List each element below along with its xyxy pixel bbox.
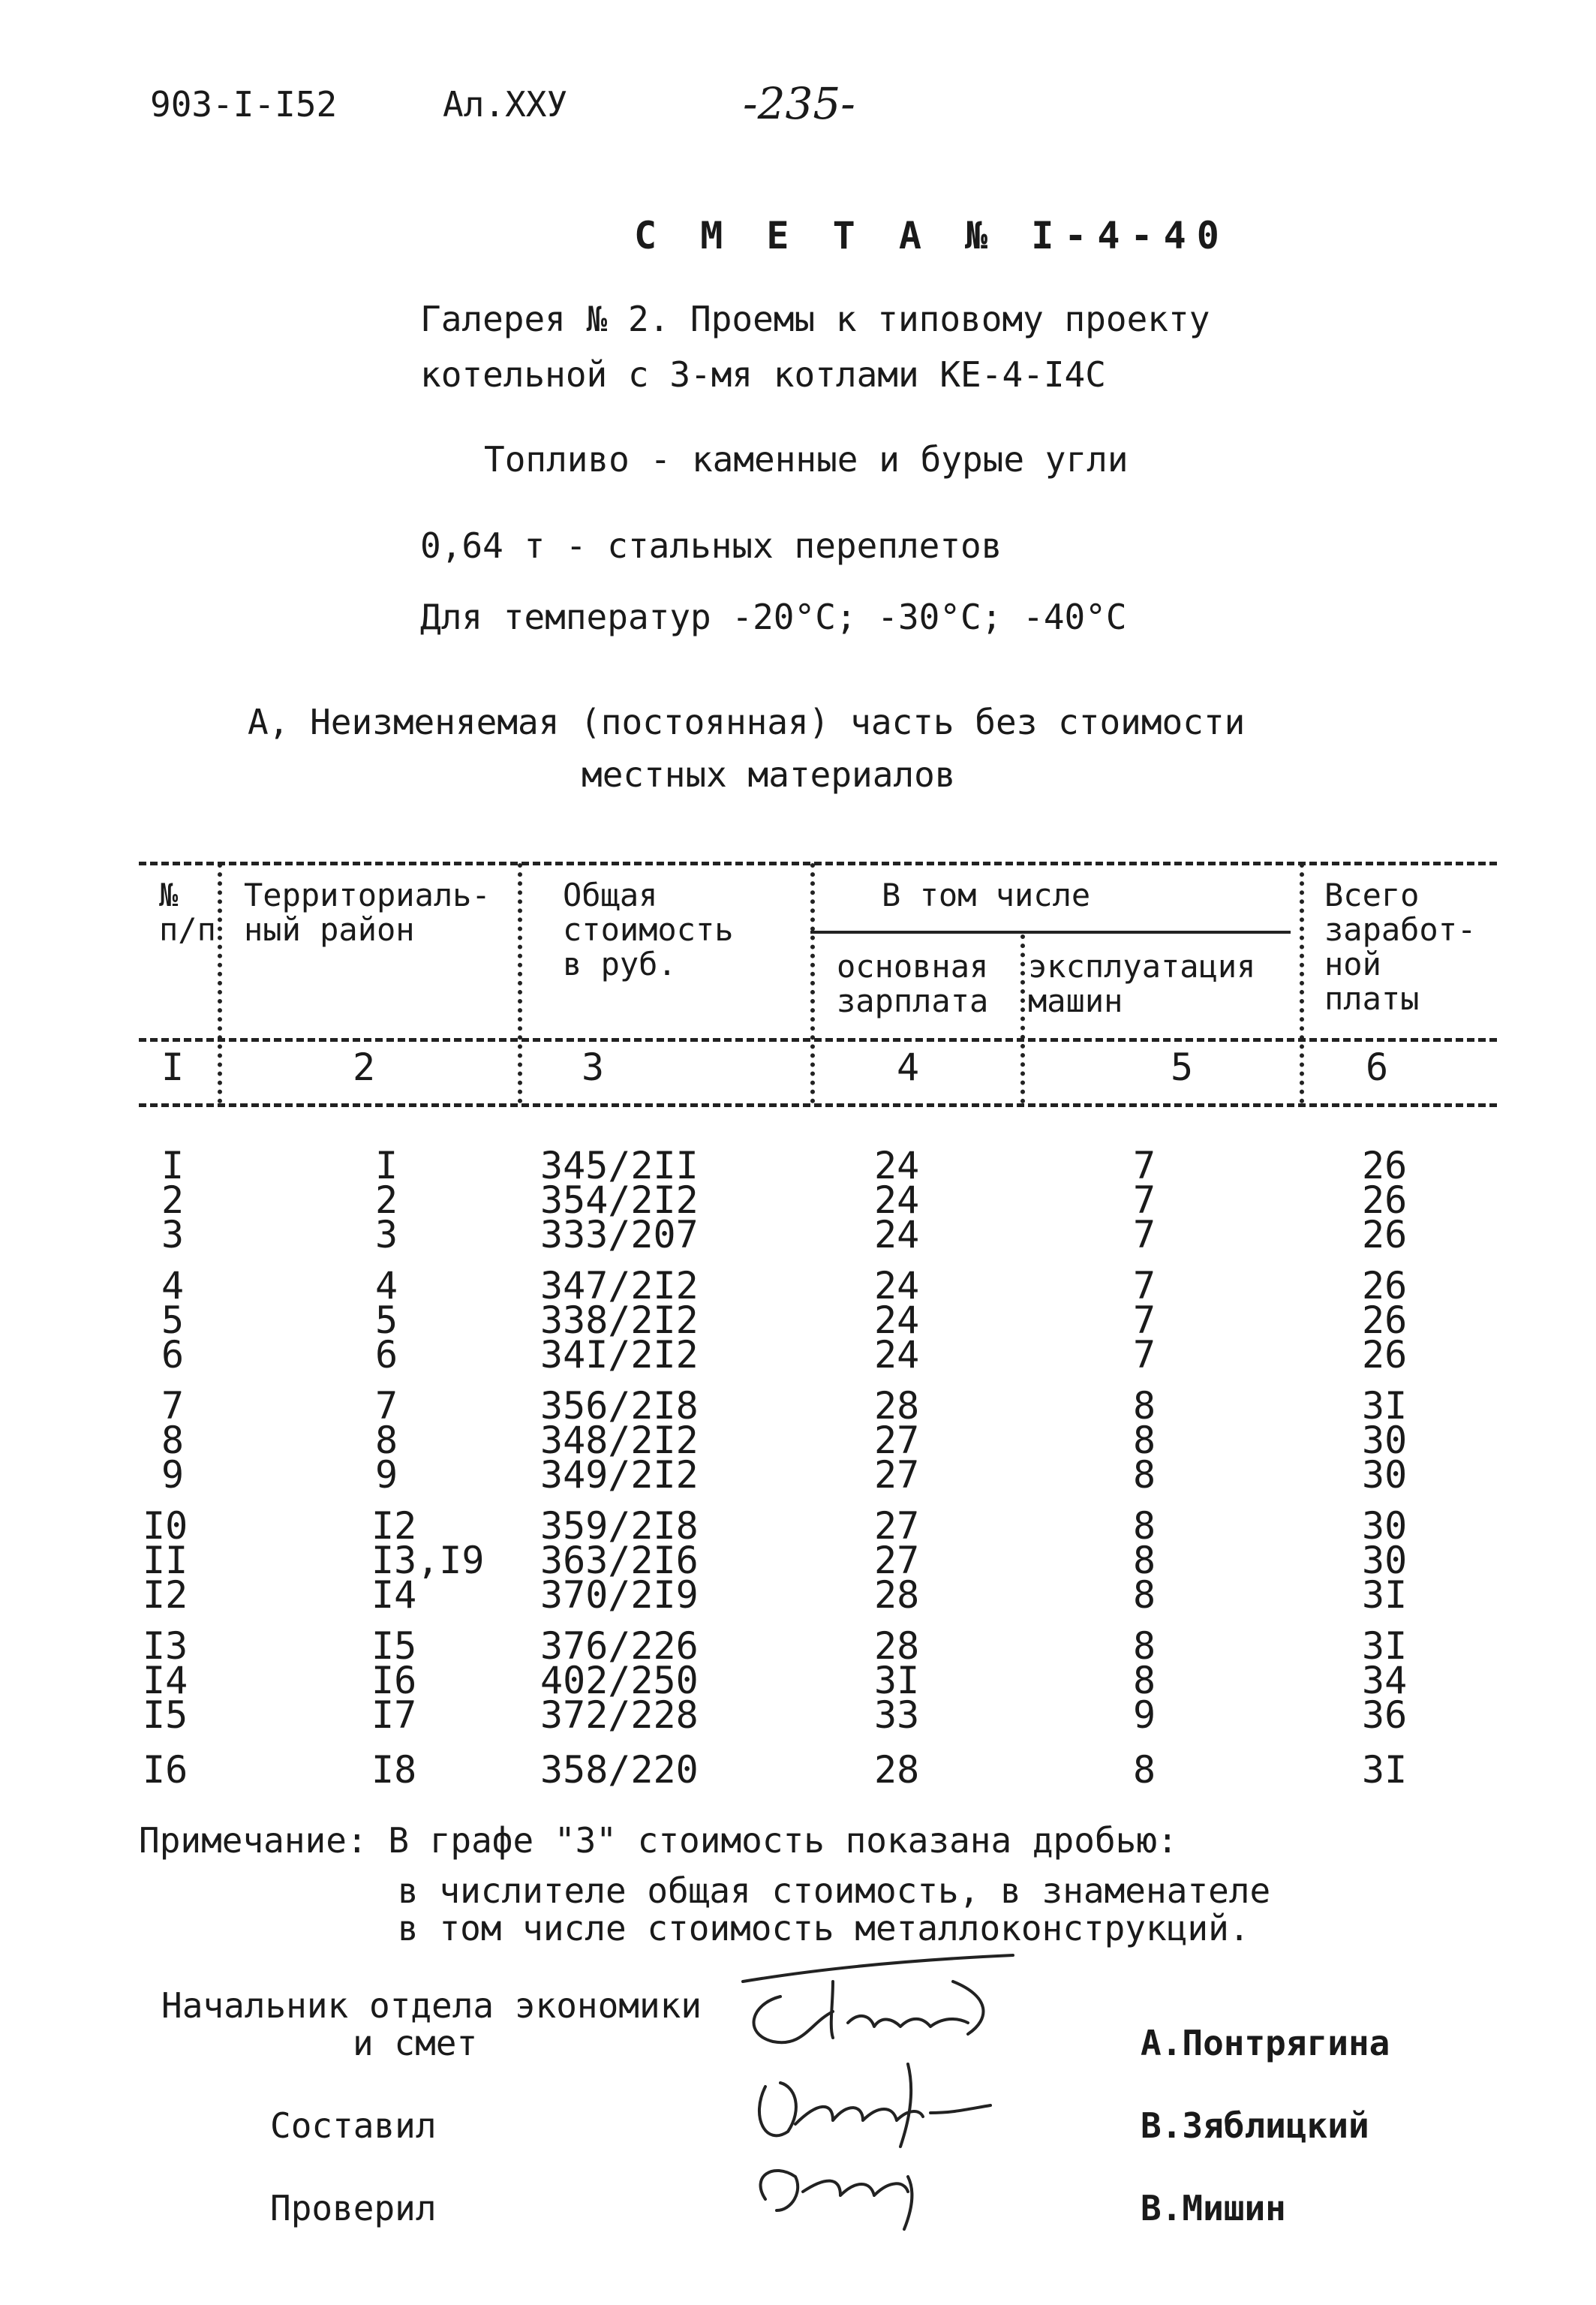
row-machine-operation: 8 8 8 — [1133, 1504, 1156, 1617]
row-number: 4 5 6 — [161, 1264, 185, 1377]
subtitle-line-1: Галерея № 2. Проемы к типовому проекту — [420, 299, 1210, 339]
row-total-wages: 3I — [1362, 1748, 1408, 1792]
col-sep-5 — [1300, 863, 1304, 1103]
note-line-1: Примечание: В графе "3" стоимость показана дробью: — [139, 1820, 1178, 1861]
row-region: I2 I3,I9 I4 — [371, 1504, 485, 1617]
col-number-3: 3 — [582, 1046, 605, 1089]
header-col-total-cost: Общая стоимость в руб. — [563, 877, 734, 982]
temperatures-line: Для температур -20°С; -30°С; -40°С — [420, 597, 1127, 637]
header-col-machine-operation: эксплуатация машин — [1028, 948, 1256, 1019]
row-machine-operation: 8 8 8 — [1133, 1384, 1156, 1497]
row-region: I5 I6 I7 — [371, 1624, 417, 1737]
col-sep-4 — [1020, 934, 1025, 1103]
col-number-6: 6 — [1366, 1046, 1389, 1089]
header-bottom-rule — [139, 1038, 1497, 1042]
row-total-cost: 356/2I8 348/2I2 349/2I2 — [540, 1384, 699, 1497]
section-heading-line-2: местных материалов — [582, 754, 956, 795]
row-total-wages: 26 26 26 — [1362, 1264, 1408, 1377]
row-number: I3 I4 I5 — [143, 1624, 188, 1737]
row-machine-operation: 8 — [1133, 1748, 1156, 1792]
col-number-2: 2 — [353, 1046, 376, 1089]
row-total-wages: 30 30 3I — [1362, 1504, 1408, 1617]
row-base-salary: 28 27 27 — [874, 1384, 920, 1497]
row-total-wages: 3I 34 36 — [1362, 1624, 1408, 1737]
col-sep-1 — [218, 863, 222, 1103]
col-sep-2 — [518, 863, 522, 1103]
header-group-including: В том числе — [882, 877, 1091, 913]
role-checked-by: Проверил — [270, 2188, 437, 2228]
row-base-salary: 28 — [874, 1748, 920, 1792]
header-col-base-salary: основная зарплата — [837, 948, 989, 1019]
header-col-number: № п/п — [159, 877, 216, 948]
fuel-line: Топливо - каменные и бурые угли — [484, 439, 1129, 480]
row-number: I0 II I2 — [143, 1504, 188, 1617]
handwritten-signatures — [720, 1951, 1081, 2237]
album-number: Ал.XXУ — [443, 84, 568, 125]
col-numbers-rule — [139, 1103, 1497, 1107]
row-total-wages: 26 26 26 — [1362, 1144, 1408, 1256]
subtitle-line-2: котельной с 3-мя котлами КЕ-4-I4С — [420, 354, 1106, 395]
row-machine-operation: 7 7 7 — [1133, 1264, 1156, 1377]
row-total-cost: 376/226 402/250 372/228 — [540, 1624, 699, 1737]
doc-code: 903-I-I52 — [150, 84, 338, 125]
row-base-salary: 28 3I 33 — [874, 1624, 920, 1737]
role-head-of-department-cont: и смет — [353, 2023, 478, 2063]
header-col-region: Территориаль- ный район — [244, 877, 491, 948]
col-number-5: 5 — [1171, 1046, 1194, 1089]
row-number: I6 — [143, 1748, 188, 1792]
row-total-cost: 358/220 — [540, 1748, 699, 1792]
name-checked-by: В.Мишин — [1141, 2188, 1286, 2228]
row-total-cost: 347/2I2 338/2I2 34I/2I2 — [540, 1264, 699, 1377]
row-region: I8 — [371, 1748, 417, 1792]
row-total-cost: 359/2I8 363/2I6 370/2I9 — [540, 1504, 699, 1617]
steel-line: 0,64 т - стальных переплетов — [420, 525, 1002, 566]
row-machine-operation: 7 7 7 — [1133, 1144, 1156, 1256]
col-number-4: 4 — [897, 1046, 920, 1089]
row-total-cost: 345/2II 354/2I2 333/207 — [540, 1144, 699, 1256]
row-number: 7 8 9 — [161, 1384, 185, 1497]
row-base-salary: 24 24 24 — [874, 1144, 920, 1256]
row-base-salary: 27 27 28 — [874, 1504, 920, 1617]
page-number: -235- — [743, 78, 855, 129]
row-base-salary: 24 24 24 — [874, 1264, 920, 1377]
name-compiled-by: В.Зяблицкий — [1141, 2105, 1369, 2146]
row-region: 7 8 9 — [375, 1384, 398, 1497]
note-line-2: в числителе общая стоимость, в знаменателе — [398, 1870, 1271, 1911]
row-machine-operation: 8 8 9 — [1133, 1624, 1156, 1737]
note-line-3: в том числе стоимость металлоконструкций. — [398, 1908, 1250, 1948]
row-number: I 2 3 — [161, 1144, 185, 1256]
col-number-1: I — [161, 1046, 185, 1089]
role-compiled-by: Составил — [270, 2105, 437, 2146]
col-sep-3 — [810, 863, 815, 1103]
row-total-wages: 3I 30 30 — [1362, 1384, 1408, 1497]
row-region: 4 5 6 — [375, 1264, 398, 1377]
row-region: I 2 3 — [375, 1144, 398, 1256]
name-head-of-department: А.Понтрягина — [1141, 2023, 1390, 2063]
header-col-total-wages: Всего заработ- ной платы — [1324, 877, 1477, 1017]
table-top-rule — [139, 862, 1497, 865]
estimate-title: С М Е Т А № I-4-40 — [634, 214, 1230, 257]
role-head-of-department: Начальник отдела экономики — [161, 1985, 702, 2026]
section-heading-line-1: А, Неизменяемая (постоянная) часть без стоимости — [248, 702, 1246, 742]
group-header-rule — [810, 931, 1291, 934]
